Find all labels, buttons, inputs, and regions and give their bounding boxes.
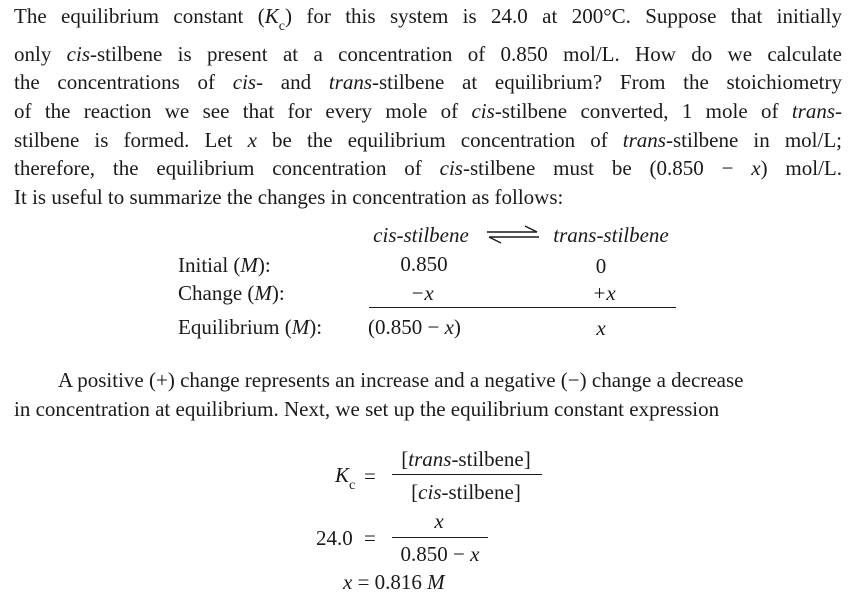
ice-table-rule	[369, 307, 676, 308]
kc-numerator: [trans-stilbene]	[401, 447, 531, 471]
explanation-paragraph	[14, 366, 842, 424]
equilibrium-arrow-icon	[485, 224, 541, 244]
kc-equals: =	[364, 464, 376, 488]
value-denominator: 0.850 − x	[400, 542, 480, 566]
value-equals: =	[364, 526, 376, 550]
ice-equilibrium-product: x	[596, 316, 606, 340]
explanation-line-1: A positive (+) change represents an increase and a negative (−) change a decrease	[58, 368, 744, 392]
ice-change-reactant: −x	[410, 281, 434, 305]
intro-line-6: therefore, the equilibrium concentration of cis-stilbene must be (0.850 − x) mol/L.	[14, 156, 842, 181]
intro-line-3: the concentrations of cis- and trans-stilbene at equilibrium? From the stoichiometry	[14, 70, 842, 95]
intro-line-5: stilbene is formed. Let x be the equilibrium concentration of trans-stilbene in mol/L;	[14, 127, 842, 152]
value-lhs: 24.0	[316, 526, 353, 550]
ice-reactant-header: cis-stilbene	[373, 223, 469, 247]
ice-product-header: trans-stilbene	[553, 223, 669, 247]
ice-initial-reactant: 0.850	[400, 252, 448, 276]
ice-equilibrium-reactant: (0.850 − x)	[368, 315, 461, 339]
ice-change-product: +x	[592, 281, 616, 305]
intro-line-7: It is useful to summarize the changes in concentration as follows:	[14, 184, 564, 209]
kc-fraction-bar	[392, 474, 542, 475]
intro-paragraph	[14, 2, 842, 211]
intro-line-2: only cis-stilbene is present at a concentration of 0.850 mol/L. How do we calculate	[14, 41, 842, 66]
intro-line-4: of the reaction we see that for every mole of cis-stilbene converted, 1 mole of trans-	[14, 98, 842, 123]
intro-line-1: The equilibrium constant $(K_c)$ for this system is 24.0 at 200°C. Suppose that initially	[14, 4, 842, 35]
result-equation: x = 0.816 M	[343, 570, 445, 594]
value-fraction-bar	[392, 537, 488, 538]
ice-initial-product: 0	[595, 254, 607, 278]
kc-symbol: $K_c$	[335, 463, 356, 494]
ice-change-label: Change (M):	[178, 281, 285, 305]
kc-denominator: [cis-stilbene]	[411, 480, 521, 504]
ice-initial-label: Initial (M):	[178, 253, 271, 277]
ice-equilibrium-label: Equilibrium (M):	[178, 315, 323, 339]
value-numerator: x	[434, 509, 444, 533]
explanation-line-2: in concentration at equilibrium. Next, we set up the equilibrium constant expression	[14, 397, 720, 421]
